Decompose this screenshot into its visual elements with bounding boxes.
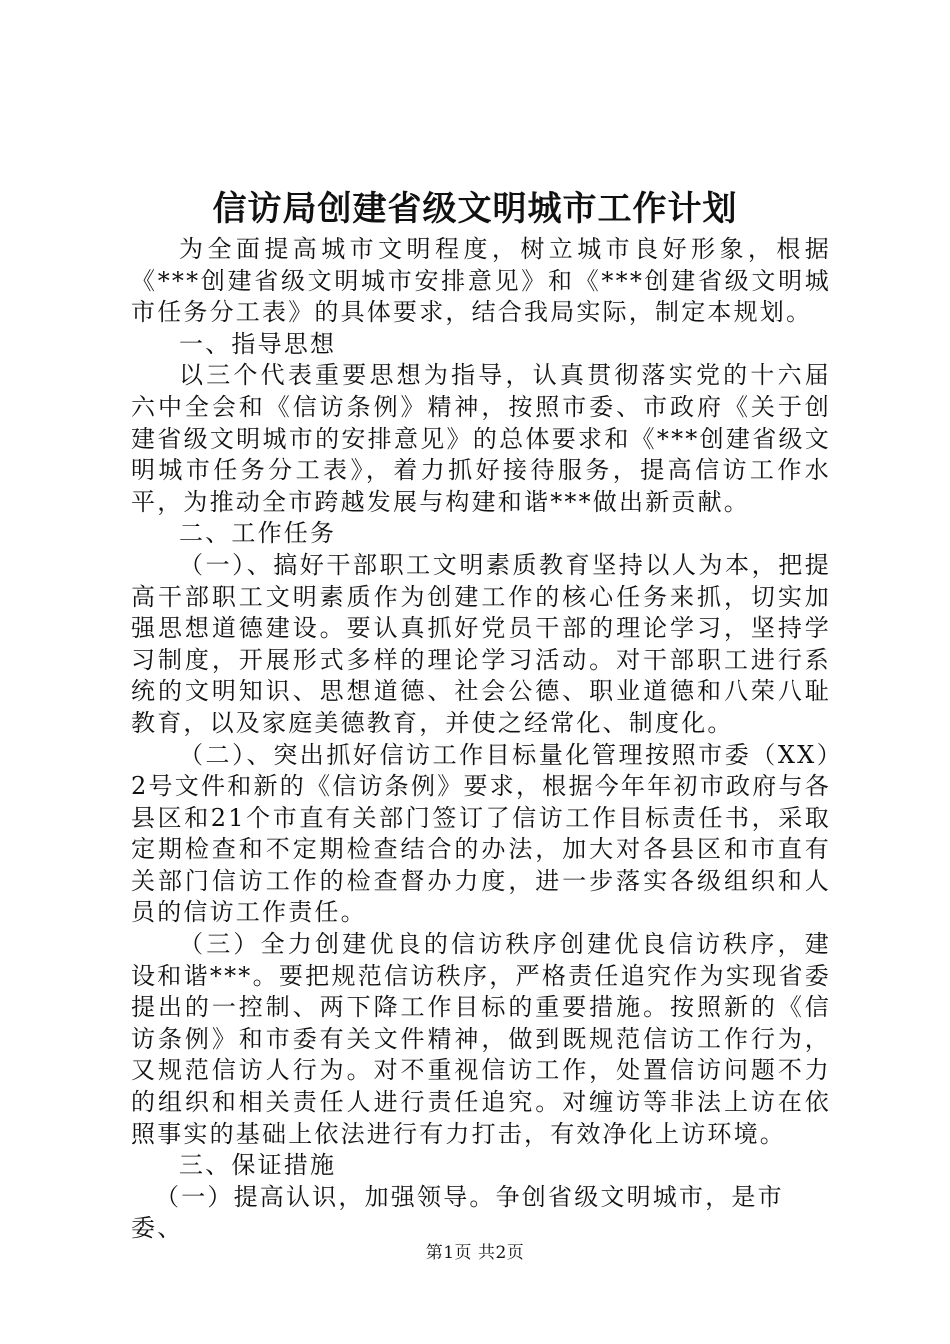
document-body [131, 234, 831, 1245]
section-heading-guiding-ideology: 一、指导思想 [179, 329, 337, 358]
task-3-paragraph: （三）全力创建优良的信访秩序创建优良信访秩序，建设和谐***。要把规范信访秩序，严格责任追究作为实现省委提出的一控制、两下降工作目标的重要措施。按照新的《信访条例》和市委有关文件精神，做到既规范信访工作行为，又规范信访人行为。对不重视信访工作，处置信访问题不力的组织和相关责任人进行责任追究。对缠访等非法上访在依照事实的基础上依法进行有力打击，有效净化上访环境。 [131, 930, 831, 1148]
measure-1-paragraph: （一）提高认识，加强领导。争创省级文明城市，是市委、 [131, 1182, 784, 1243]
page-number-footer: 第1页 共2页 [425, 1243, 525, 1263]
guiding-ideology-paragraph: 以三个代表重要思想为指导，认真贯彻落实党的十六届六中全会和《信访条例》精神，按照市委、市政府《关于创建省级文明城市的安排意见》的总体要求和《***创建省级文明城市任务分工表》，着力抓好接待服务，提高信访工作水平，为推动全市跨越发展与构建和谐***做出新贡献。 [131, 361, 831, 516]
intro-paragraph: 为全面提高城市文明程度，树立城市良好形象，根据《***创建省级文明城市安排意见》和《***创建省级文明城市任务分工表》的具体要求，结合我局实际，制定本规划。 [131, 235, 831, 327]
task-2-paragraph: （二）、突出抓好信访工作目标量化管理按照市委（XX）2号文件和新的《信访条例》要求，根据今年年初市政府与各县区和21个市直有关部门签订了信访工作目标责任书，采取定期检查和不定期检查结合的办法，加大对各县区和市直有关部门信访工作的检查督办力度，进一步落实各级组织和人员的信访工作责任。 [131, 740, 831, 927]
section-heading-work-tasks: 二、工作任务 [179, 519, 337, 548]
section-heading-measures: 三、保证措施 [179, 1151, 337, 1180]
page-title: 信访局创建省级文明城市工作计划 [212, 189, 738, 229]
task-1-paragraph: （一）、搞好干部职工文明素质教育坚持以人为本，把提高干部职工文明素质作为创建工作的核心任务来抓，切实加强思想道德建设。要认真抓好党员干部的理论学习，坚持学习制度，开展形式多样的理论学习活动。对干部职工进行系统的文明知识、思想道德、社会公德、职业道德和八荣八耻教育，以及家庭美德教育，并使之经常化、制度化。 [131, 550, 831, 737]
